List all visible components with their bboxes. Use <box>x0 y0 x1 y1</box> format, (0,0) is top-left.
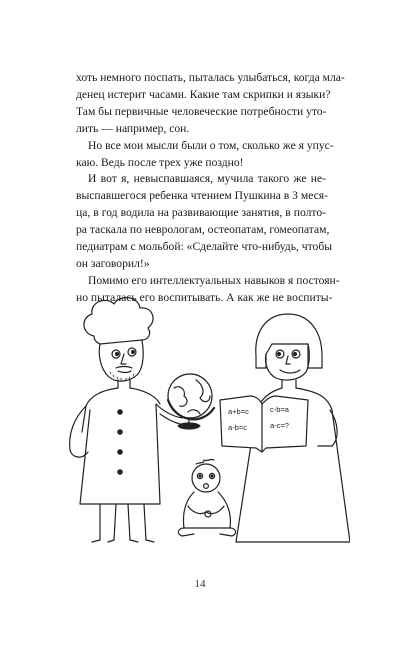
text-line: лить — например, сон. <box>76 121 190 135</box>
book-text: a-c=? <box>270 421 289 430</box>
text-line: каю. Ведь после трех уже поздно! <box>76 155 244 169</box>
text-line: он заговорил!» <box>76 256 150 270</box>
family-illustration <box>60 292 350 557</box>
text-line: выспавшегося ребенка чтением Пушкина в 3 меся- <box>76 189 328 203</box>
globe-icon <box>168 374 214 429</box>
page-number: 14 <box>194 578 206 590</box>
text-line: педиатрам с мольбой: «Сделайте что-нибудь, чтобы <box>76 240 333 254</box>
text-line: но пыталась его воспитывать. А как же не воспиты- <box>76 290 333 304</box>
baby-figure <box>178 459 235 536</box>
text-line: Помимо его интеллектуальных навыков я постоян- <box>88 273 340 287</box>
book-text: a-b=c <box>228 423 247 432</box>
math-book <box>220 396 308 452</box>
body-text <box>76 70 345 307</box>
text-line: Там бы первичные человеческие потребности уто- <box>76 104 327 118</box>
text-line: денец истерит часами. Какие там скрипки и языки? <box>76 87 331 101</box>
text-line: хоть немного поспать, пыталась улыбаться, когда мла- <box>76 71 345 84</box>
text-line: Но все мои мысли были о том, сколько же я упус- <box>88 138 334 152</box>
book-text: a+b=c <box>228 407 249 416</box>
text-line: ца, в год водила на развивающие занятия, в полто- <box>76 206 326 220</box>
text-line: И вот я, невыспавшаяся, мучила такого же не- <box>88 172 326 186</box>
book-text: c-b=a <box>270 405 289 414</box>
father-figure <box>70 298 182 542</box>
text-line: ра таскала по неврологам, остеопатам, гомеопатам, <box>76 223 330 237</box>
